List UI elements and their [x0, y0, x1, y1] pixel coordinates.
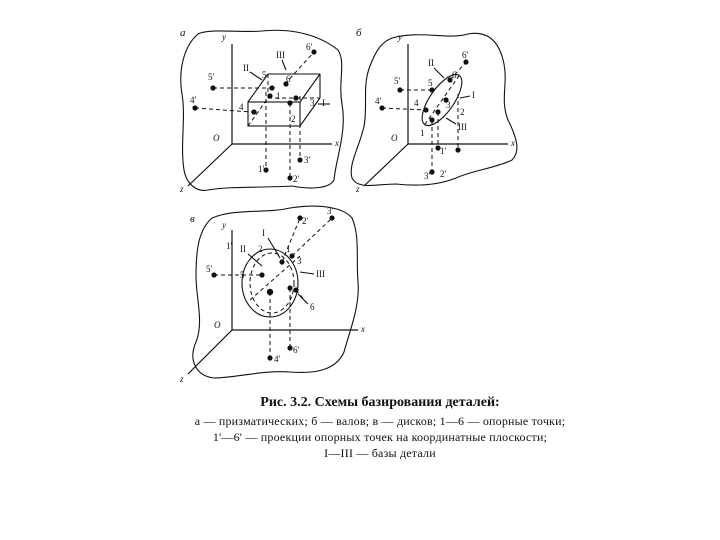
panel-a-base-I: I	[322, 98, 325, 108]
panel-b-z-label: z	[356, 184, 360, 194]
panel-a-base-II: II	[243, 63, 249, 73]
panel-a-point-4: 4	[239, 102, 244, 112]
panel-b-proj-3: 3'	[424, 171, 431, 181]
panel-b-proj-2: 2'	[440, 169, 447, 179]
panel-a-proj-4: 4'	[190, 95, 197, 105]
panel-b-blob	[351, 33, 517, 185]
panel-c-proj-1: 1'	[226, 241, 233, 251]
panel-b-base-I: I	[472, 90, 475, 100]
panel-b-point-3: 3	[446, 100, 451, 110]
panel-b-letter: б	[356, 27, 362, 39]
panel-c-point-1: 1	[286, 244, 291, 254]
panel-c-x-label: x	[361, 324, 365, 334]
panel-c-blob	[193, 206, 358, 378]
panel-c-y-label: y	[222, 220, 226, 230]
panel-c-z-label: z	[180, 374, 184, 384]
panel-c-proj-4: 4'	[274, 354, 281, 364]
panel-a-z-axis	[188, 144, 232, 186]
panel-b-proj-6: 6'	[462, 50, 469, 60]
panel-b-proj-5: 5'	[394, 76, 401, 86]
panel-a	[179, 27, 343, 194]
panel-c-base-III: III	[316, 269, 325, 279]
panel-a-proj-3: 3'	[304, 155, 311, 165]
panel-a-point-3: 3	[310, 98, 315, 108]
panel-c-proj-5: 5'	[206, 264, 213, 274]
panel-c-point-3: 3	[297, 256, 302, 266]
panel-b-origin-label: O	[391, 133, 398, 143]
panel-b-point-1: 1	[420, 128, 425, 138]
panel-b	[351, 27, 517, 194]
panel-c-z-axis	[188, 330, 232, 374]
panel-b-base-II: II	[428, 58, 434, 68]
panel-b-z-axis	[364, 144, 408, 186]
panel-a-proj-1: 1'	[258, 164, 265, 174]
caption-title: Рис. 3.2. Схемы базирования деталей:	[260, 395, 500, 410]
panel-a-x-label: x	[335, 138, 339, 148]
panel-a-letter: а	[180, 27, 186, 39]
panel-c-proj-6: 6'	[293, 345, 300, 355]
caption-line-3: I—III — базы детали	[324, 446, 436, 460]
panel-b-x-label: x	[511, 138, 515, 148]
panel-a-point-5: 5	[262, 70, 267, 80]
panel-b-point-5: 5	[428, 78, 433, 88]
panel-b-point-6: 6	[452, 70, 457, 80]
panel-b-y-label: y	[398, 32, 402, 42]
caption-line-2: 1'—6' — проекции опорных точек на координатные плоскости;	[212, 430, 548, 444]
panel-a-proj-6: 6'	[306, 42, 313, 52]
panel-a-proj-2: 2'	[293, 174, 300, 184]
panel-c-base-I: I	[262, 228, 265, 238]
figure-caption	[140, 395, 620, 461]
panel-a-y-label: y	[222, 32, 226, 42]
panel-c-point-2: 2	[258, 244, 263, 254]
panel-a-point-1: 1	[276, 91, 281, 101]
panel-c-base-II: II	[240, 244, 246, 254]
panel-c-proj-3: 3'	[327, 206, 334, 216]
panel-a-proj-5: 5'	[208, 72, 215, 82]
panel-c-point-5: 5	[240, 270, 245, 280]
caption-line-1: а — призматических; б — валов; в — дисков; 1—6 — опорные точки;	[194, 414, 566, 428]
panel-a-z-label: z	[180, 184, 184, 194]
panel-a-origin-label: O	[213, 133, 220, 143]
panel-b-base-III: III	[458, 122, 467, 132]
panel-a-point-6: 6	[286, 74, 291, 84]
panel-b-proj-4: 4'	[375, 96, 382, 106]
panel-c-point-6: 6	[310, 302, 315, 312]
panel-c-letter: в	[190, 213, 195, 225]
panel-a-point-2: 2	[291, 114, 296, 124]
panel-b-point-4: 4	[414, 98, 419, 108]
panel-c-disk	[242, 249, 300, 317]
panel-c	[179, 206, 365, 384]
panel-a-base-III: III	[276, 50, 285, 60]
panel-b-point-2: 2	[460, 107, 465, 117]
panel-c-origin-label: O	[214, 320, 221, 330]
panel-c-proj-2: 2'	[302, 216, 309, 226]
panel-b-proj-1: 1'	[440, 146, 447, 156]
